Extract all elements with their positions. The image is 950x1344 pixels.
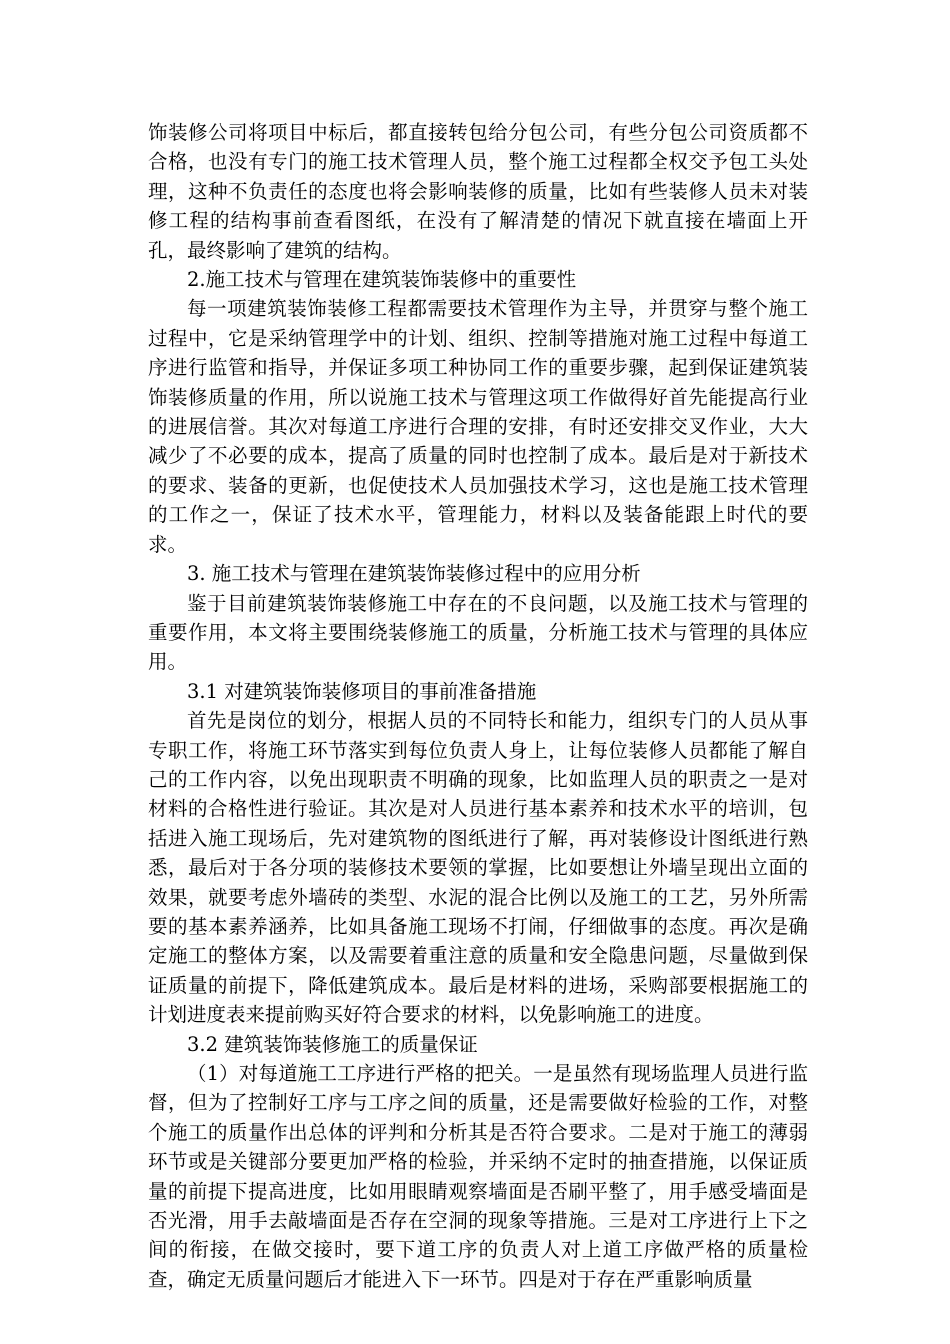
paragraph-continued: 饰装修公司将项目中标后，都直接转包给分包公司，有些分包公司资质都不合格，也没有专门的施工技术管理人员，整个施工过程都全权交予包工头处理，这种不负责任的态度也将会影响装修的质量，比如有些装修人员未对装修工程的结构事前查看图纸，在没有了解清楚的情况下就直接在墙面上开孔，最终影响了建筑的结构。 [148,121,808,262]
section-heading-3-1: 3.1 对建筑装饰装修项目的事前准备措施 [187,679,537,703]
paragraph: 鉴于目前建筑装饰装修施工中存在的不良问题，以及施工技术与管理的重要作用，本文将主要围绕装修施工的质量，分析施工技术与管理的具体应用。 [148,591,808,674]
paragraph: （1）对每道施工工序进行严格的把关。一是虽然有现场监理人员进行监督，但为了控制好工序与工序之间的质量，还是需要做好检验的工作，对整个施工的质量作出总体的评判和分析其是否符合要求。二是对于施工的薄弱环节或是关键部分要更加严格的检验，并采纳不定时的抽查措施，以保证质量的前提下提高进度，比如用眼睛观察墙面是否刷平整了，用手感受墙面是否光滑，用手去敲墙面是否存在空洞的现象等措施。三是对工序进行上下之间的衔接，在做交接时，要下道工序的负责人对上道工序做严格的质量检查，确定无质量问题后才能进入下一环节。四是对于存在严重影响质量 [148,1062,808,1291]
document-body [148,118,808,1294]
section-heading-3: 3. 施工技术与管理在建筑装饰装修过程中的应用分析 [187,562,641,586]
section-heading-2: 2.施工技术与管理在建筑装饰装修中的重要性 [187,268,577,292]
section-heading-3-2: 3.2 建筑装饰装修施工的质量保证 [187,1032,478,1056]
paragraph: 每一项建筑装饰装修工程都需要技术管理作为主导，并贯穿与整个施工过程中，它是采纳管理学中的计划、组织、控制等措施对施工过程中每道工序进行监管和指导，并保证多项工种协同工作的重要步骤，起到保证建筑装饰装修质量的作用，所以说施工技术与管理这项工作做得好首先能提高行业的进展信誉。其次对每道工序进行合理的安排，有时还安排交叉作业，大大减少了不必要的成本，提高了质量的同时也控制了成本。最后是对于新技术的要求、装备的更新，也促使技术人员加强技术学习，这也是施工技术管理的工作之一，保证了技术水平，管理能力，材料以及装备能跟上时代的要求。 [148,297,808,556]
paragraph: 首先是岗位的划分，根据人员的不同特长和能力，组织专门的人员从事专职工作，将施工环节落实到每位负责人身上，让每位装修人员都能了解自己的工作内容，以免出现职责不明确的现象，比如监理人员的职责之一是对材料的合格性进行验证。其次是对人员进行基本素养和技术水平的培训，包括进入施工现场后，先对建筑物的图纸进行了解，再对装修设计图纸进行熟悉，最后对于各分项的装修技术要领的掌握，比如要想让外墙呈现出立面的效果，就要考虑外墙砖的类型、水泥的混合比例以及施工的工艺，另外所需要的基本素养涵养，比如具备施工现场不打闹，仔细做事的态度。再次是确定施工的整体方案，以及需要着重注意的质量和安全隐患问题，尽量做到保证质量的前提下，降低建筑成本。最后是材料的进场，采购部要根据施工的计划进度表来提前购买好符合要求的材料，以免影响施工的进度。 [148,709,808,1027]
